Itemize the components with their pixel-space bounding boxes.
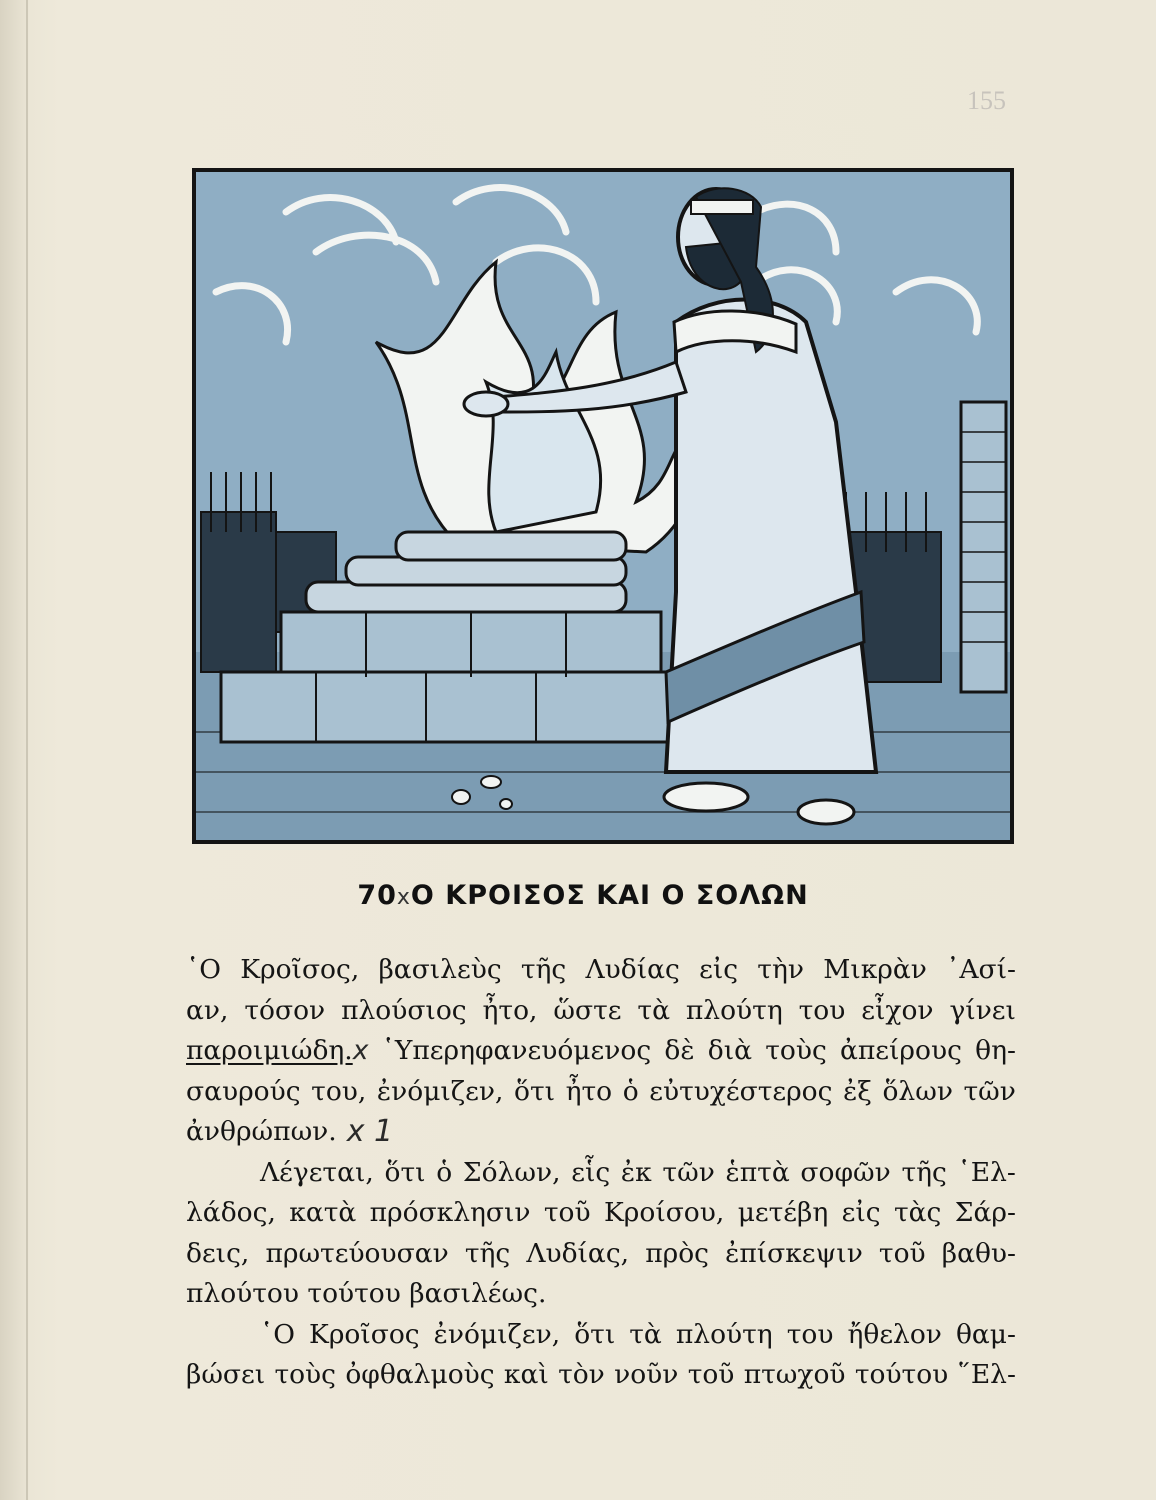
text-line-4: σαυρούς του, ἐνόμιζεν, ὅτι ἦτο ὁ εὐτυχέστερος ἐξ ὅλων τῶν: [186, 1075, 1016, 1107]
section-title: Ο ΚΡΟΙΣΟΣ ΚΑΙ Ο ΣΟΛΩΝ: [410, 880, 809, 911]
page-number-bleedthrough: 155: [967, 86, 1006, 115]
text-line-7: λάδος, κατὰ πρόσκλησιν τοῦ Κροίσου, μετέβη εἰς τὰς Σάρ-: [186, 1197, 1016, 1228]
section-caption: [200, 880, 966, 911]
text-line-11: βώσει τοὺς ὀφθαλμοὺς καὶ τὸν νοῦν τοῦ πτωχοῦ τούτου ῞Ελ-: [186, 1359, 1016, 1390]
underlined-word: παροιμιώδη.: [186, 1035, 353, 1066]
text-line-8: δεις, πρωτεύουσαν τῆς Λυδίας, πρὸς ἐπίσκεψιν τοῦ βαθυ-: [186, 1237, 1016, 1269]
text-line-5: ἀνθρώπων. x 1: [186, 1112, 1016, 1153]
illustration-croesus-pyre: [192, 168, 1014, 844]
text-line-2: αν, τόσον πλούσιος ἦτο, ὥστε τὰ πλούτη του εἶχον γίνει: [186, 994, 1016, 1026]
text-line-6: Λέγεται, ὅτι ὁ Σόλων, εἷς ἐκ τῶν ἑπτὰ σοφῶν τῆς ῾Ελ-: [260, 1156, 1016, 1188]
body-text: [186, 950, 1016, 1396]
text-line-3: παροιμιώδη.x ῾Υπερηφανευόμενος δὲ διὰ τοὺς ἀπείρους θη-: [186, 1035, 1016, 1066]
text-line-9: πλούτου τούτου βασιλέως.: [186, 1278, 547, 1309]
text-line-10: ῾Ο Κροῖσος ἐνόμιζεν, ὅτι τὰ πλούτη του ἤθελον θαμ-: [260, 1318, 1016, 1350]
woodcut-croesus-pyre-icon: [196, 172, 1010, 840]
handwritten-x-mark: x: [352, 1035, 369, 1066]
text-line-1: ῾Ο Κροῖσος, βασιλεὺς τῆς Λυδίας εἰς τὴν Μικρὰν ᾿Ασί-: [186, 954, 1016, 985]
handwritten-x1-mark: x 1: [346, 1114, 394, 1149]
section-number: 70: [357, 880, 397, 911]
page-spine: [26, 0, 28, 1500]
pen-mark-x: x: [396, 885, 411, 910]
